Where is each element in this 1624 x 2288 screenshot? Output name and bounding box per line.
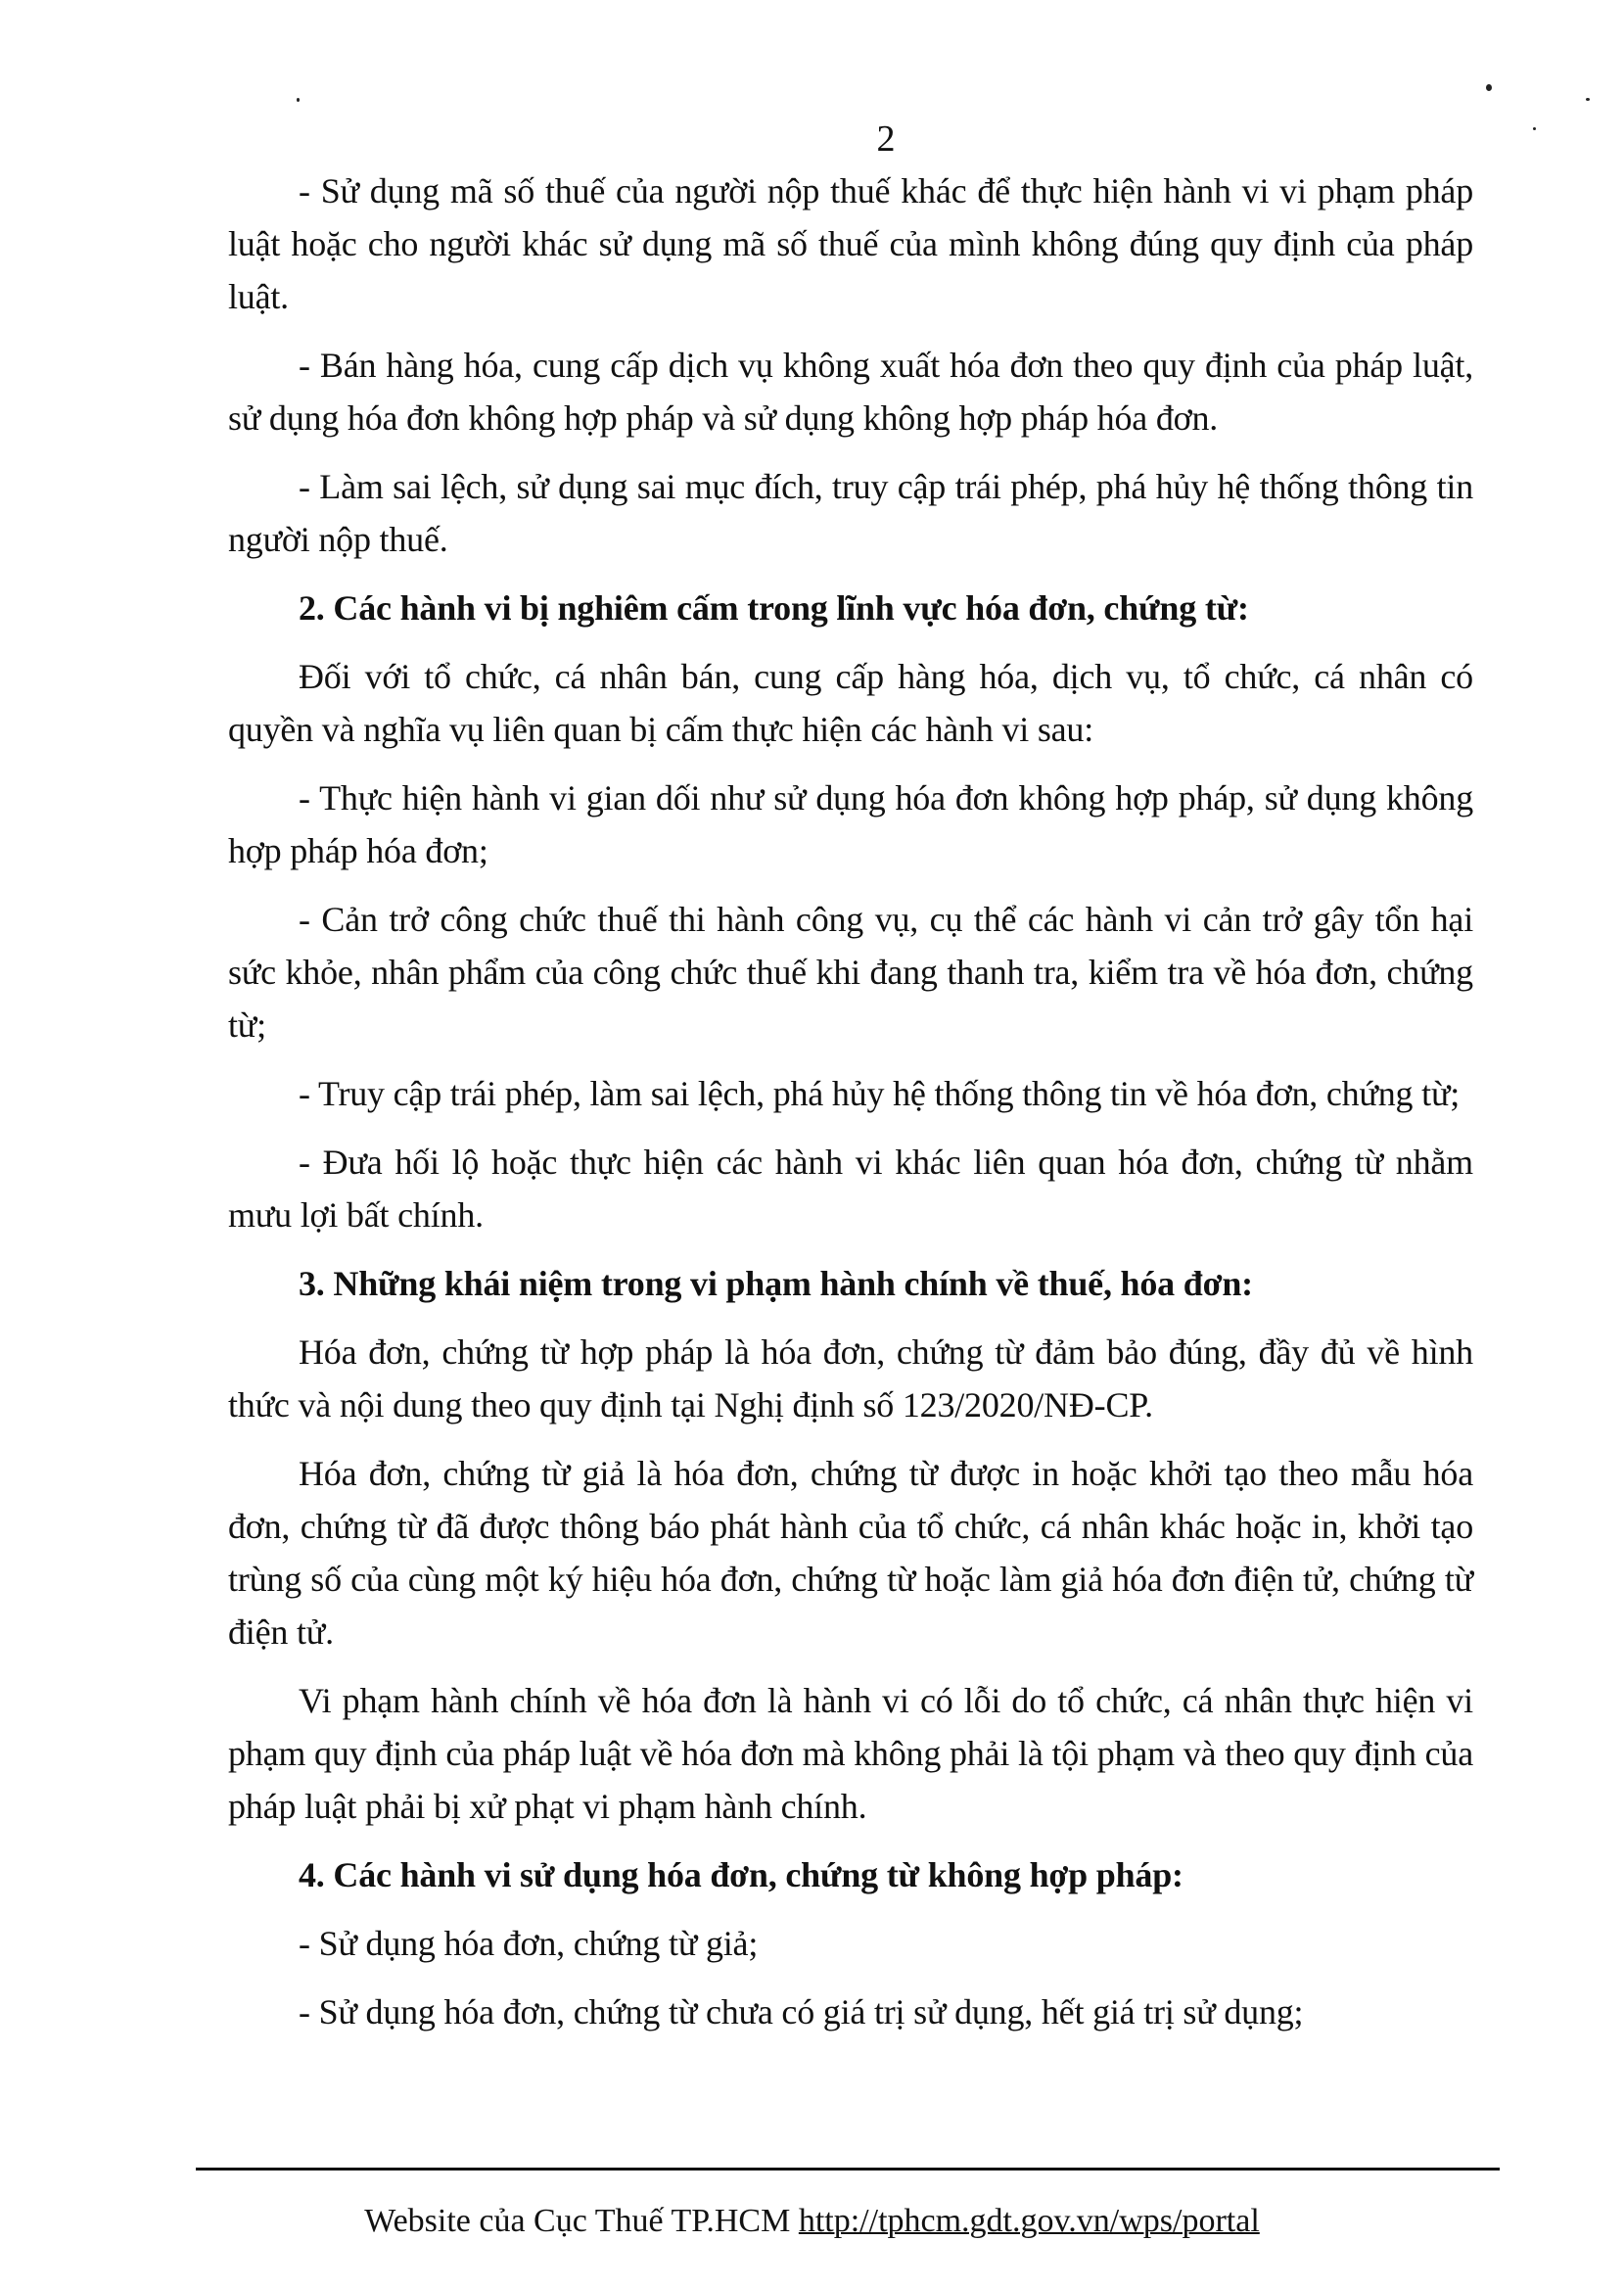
scan-speck	[297, 98, 300, 102]
list-item-4: - Thực hiện hành vi gian dối như sử dụng hóa đơn không hợp pháp, sử dụng không hợp pháp hóa đơn;	[228, 778, 1473, 870]
section-heading-3: 3. Những khái niệm trong vi phạm hành chính về thuế, hóa đơn:	[299, 1264, 1253, 1303]
list-item-9: - Sử dụng hóa đơn, chứng từ chưa có giá trị sử dụng, hết giá trị sử dụng;	[299, 1992, 1304, 2031]
list-item-3: - Làm sai lệch, sử dụng sai mục đích, truy cập trái phép, phá hủy hệ thống thông tin người nộp thuế.	[228, 467, 1473, 559]
list-item-7: - Đưa hối lộ hoặc thực hiện các hành vi khác liên quan hóa đơn, chứng từ nhằm mưu lợi bất chính.	[228, 1143, 1473, 1235]
paragraph: Hóa đơn, chứng từ hợp pháp là hóa đơn, chứng từ đảm bảo đúng, đầy đủ về hình thức và nội dung theo quy định tại Nghị định số 123/2020/NĐ-CP.	[228, 1332, 1473, 1424]
list-item-6: - Truy cập trái phép, làm sai lệch, phá hủy hệ thống thông tin về hóa đơn, chứng từ;	[299, 1074, 1461, 1113]
section-heading-4: 4. Các hành vi sử dụng hóa đơn, chứng từ không hợp pháp:	[299, 1855, 1183, 1894]
list-item-1: - Sử dụng mã số thuế của người nộp thuế khác để thực hiện hành vi vi phạm pháp luật hoặc cho người khác sử dụng mã số thuế của mình không đúng quy định của pháp luật.	[228, 171, 1473, 316]
footer	[0, 2201, 1624, 2242]
footer-label: Website của Cục Thuế TP.HCM	[364, 2203, 791, 2239]
scan-speck	[1586, 98, 1590, 101]
paragraph: Hóa đơn, chứng từ giả là hóa đơn, chứng từ được in hoặc khởi tạo theo mẫu hóa đơn, chứng từ đã được thông báo phát hành của tổ chức, cá nhân khác hoặc in, khởi tạo trùng số của cùng một ký hiệu hóa đơn, chứng từ hoặc làm giả hóa đơn điện tử, chứng từ điện tử.	[228, 1454, 1473, 1652]
page-number: 2	[876, 118, 896, 160]
footer-link[interactable]: http://tphcm.gdt.gov.vn/wps/portal	[798, 2203, 1260, 2239]
list-item-8: - Sử dụng hóa đơn, chứng từ giả;	[299, 1924, 759, 1963]
section-heading-2: 2. Các hành vi bị nghiêm cấm trong lĩnh vực hóa đơn, chứng từ:	[299, 588, 1249, 628]
document-body	[228, 164, 1473, 2054]
scan-speck	[1486, 84, 1492, 91]
scan-speck	[1533, 127, 1536, 130]
list-item-5: - Cản trở công chức thuế thi hành công vụ, cụ thể các hành vi cản trở gây tổn hại sức khỏe, nhân phẩm của công chức thuế khi đang thanh tra, kiểm tra về hóa đơn, chứng từ;	[228, 900, 1473, 1045]
footer-divider	[196, 2168, 1500, 2171]
paragraph: Vi phạm hành chính về hóa đơn là hành vi có lỗi do tổ chức, cá nhân thực hiện vi phạm quy định của pháp luật về hóa đơn mà không phải là tội phạm và theo quy định của pháp luật phải bị xử phạt vi phạm hành chính.	[228, 1681, 1473, 1826]
paragraph: Đối với tổ chức, cá nhân bán, cung cấp hàng hóa, dịch vụ, tổ chức, cá nhân có quyền và nghĩa vụ liên quan bị cấm thực hiện các hành vi sau:	[228, 657, 1473, 749]
list-item-2: - Bán hàng hóa, cung cấp dịch vụ không xuất hóa đơn theo quy định của pháp luật, sử dụng hóa đơn không hợp pháp và sử dụng không hợp pháp hóa đơn.	[228, 346, 1473, 438]
